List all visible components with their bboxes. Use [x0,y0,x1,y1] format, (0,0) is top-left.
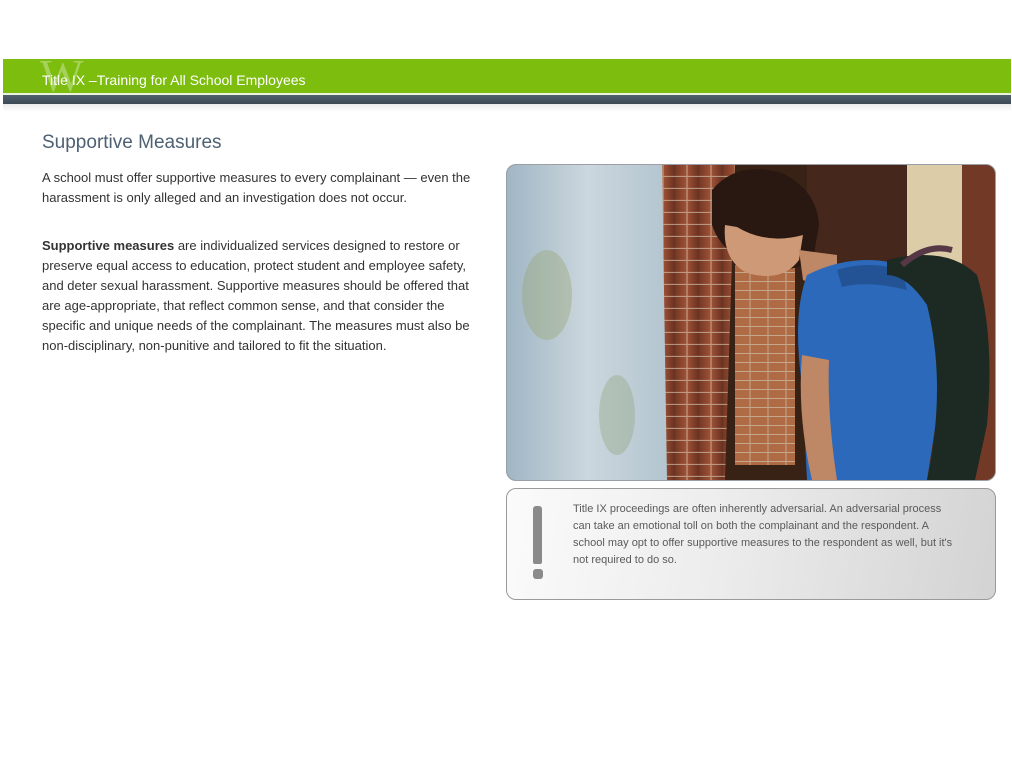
exclamation-icon [533,506,542,564]
callout-text: Title IX proceedings are often inherently adversarial. An adversarial process can take an emotional toll on both the complainant and the respondent. A school may opt to offer supportive measures to the respondent as well, but it's not required to do so. [573,503,953,566]
header-shadow [3,104,1011,112]
intro-paragraph: A school must offer supportive measures to every complainant — even the harassment is only alleged and an investigation does not occur. [42,170,471,205]
slide-heading: Supportive Measures [42,132,222,153]
exclamation-dot-icon [533,569,543,579]
definition-paragraph [42,236,482,356]
definition-term: Supportive measures [42,238,175,253]
student-photo [506,164,996,481]
definition-text: are individualized services designed to restore or preserve equal access to education, protect student and employee safety, and deter sexual harassment. Supportive measures should be offered that are age-appropriate, that reflect common sense, and that consider the specific and unique needs of the complainant. The measures must also be non-disciplinary, non-punitive and tailored to fit the situation. [42,238,470,353]
deck-title: Title IX –Training for All School Employees [42,72,306,88]
header-band [3,95,1011,104]
photo-student-leaning-on-brick-wall-icon [507,165,995,480]
logo-watermark-icon: W [40,50,84,101]
